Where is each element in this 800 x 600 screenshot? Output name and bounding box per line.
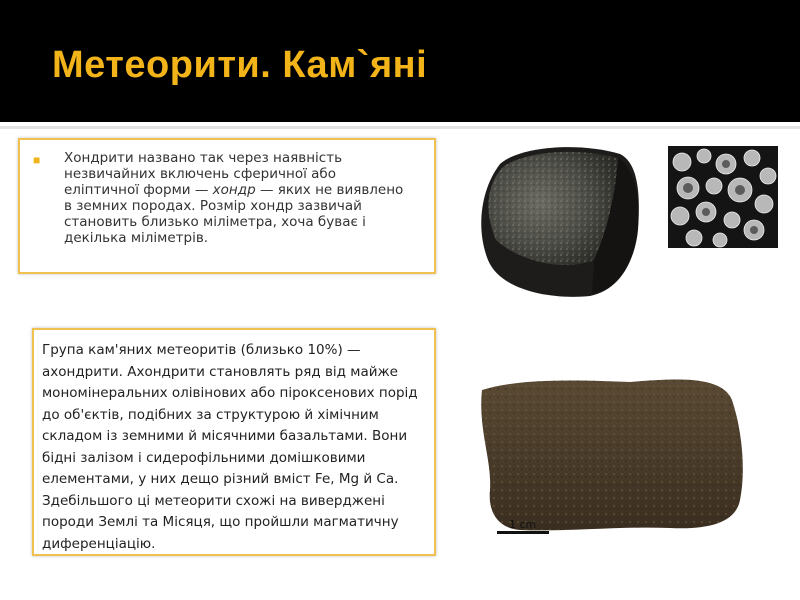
square-bullet-icon: ■ — [33, 153, 41, 167]
chondrite-description — [64, 150, 414, 246]
chondrite-text-box — [18, 138, 436, 274]
scale-bar — [497, 531, 549, 534]
divider — [0, 126, 800, 129]
achondrite-text-box — [32, 328, 436, 556]
achondrite-description: Група кам'яних метеоритів (близько 10%) — ахондрити. Ахондрити становлять ряд від майже мономінеральних олівінових або піроксенових порід до об'єктів, подібних за структурою й хімічним складом із земними й місячними базальтами. Вони бідні залізом і сидерофільними домішковими елементами, у них дещо різний вміст Fe, Mg й Ca. Здебільшого ці метеорити схожі на виверджені породи Землі та Місяця, що пройшли магматичну диференціацію. — [42, 342, 418, 552]
title-bar — [0, 0, 800, 122]
chondrite-rock-image — [470, 140, 668, 304]
scale-label: 1 cm — [509, 518, 537, 531]
chondrite-text-part1: Хондрити названо так через наявність незвичайних включень сферичної або еліптичної форми — — [64, 150, 343, 198]
achondrite-rock-image — [460, 360, 760, 550]
slide-title: Метеорити. Кам`яні — [52, 44, 428, 86]
chondrite-text-part2: — яких не виявлено в земних породах. Розмір хондр зазвичай становить близько міліметра, хоча буває і декілька міліметрів. — [64, 182, 404, 246]
chondrite-text-italic: хондр — [212, 182, 256, 198]
chondrule-micrograph-image — [668, 146, 778, 248]
